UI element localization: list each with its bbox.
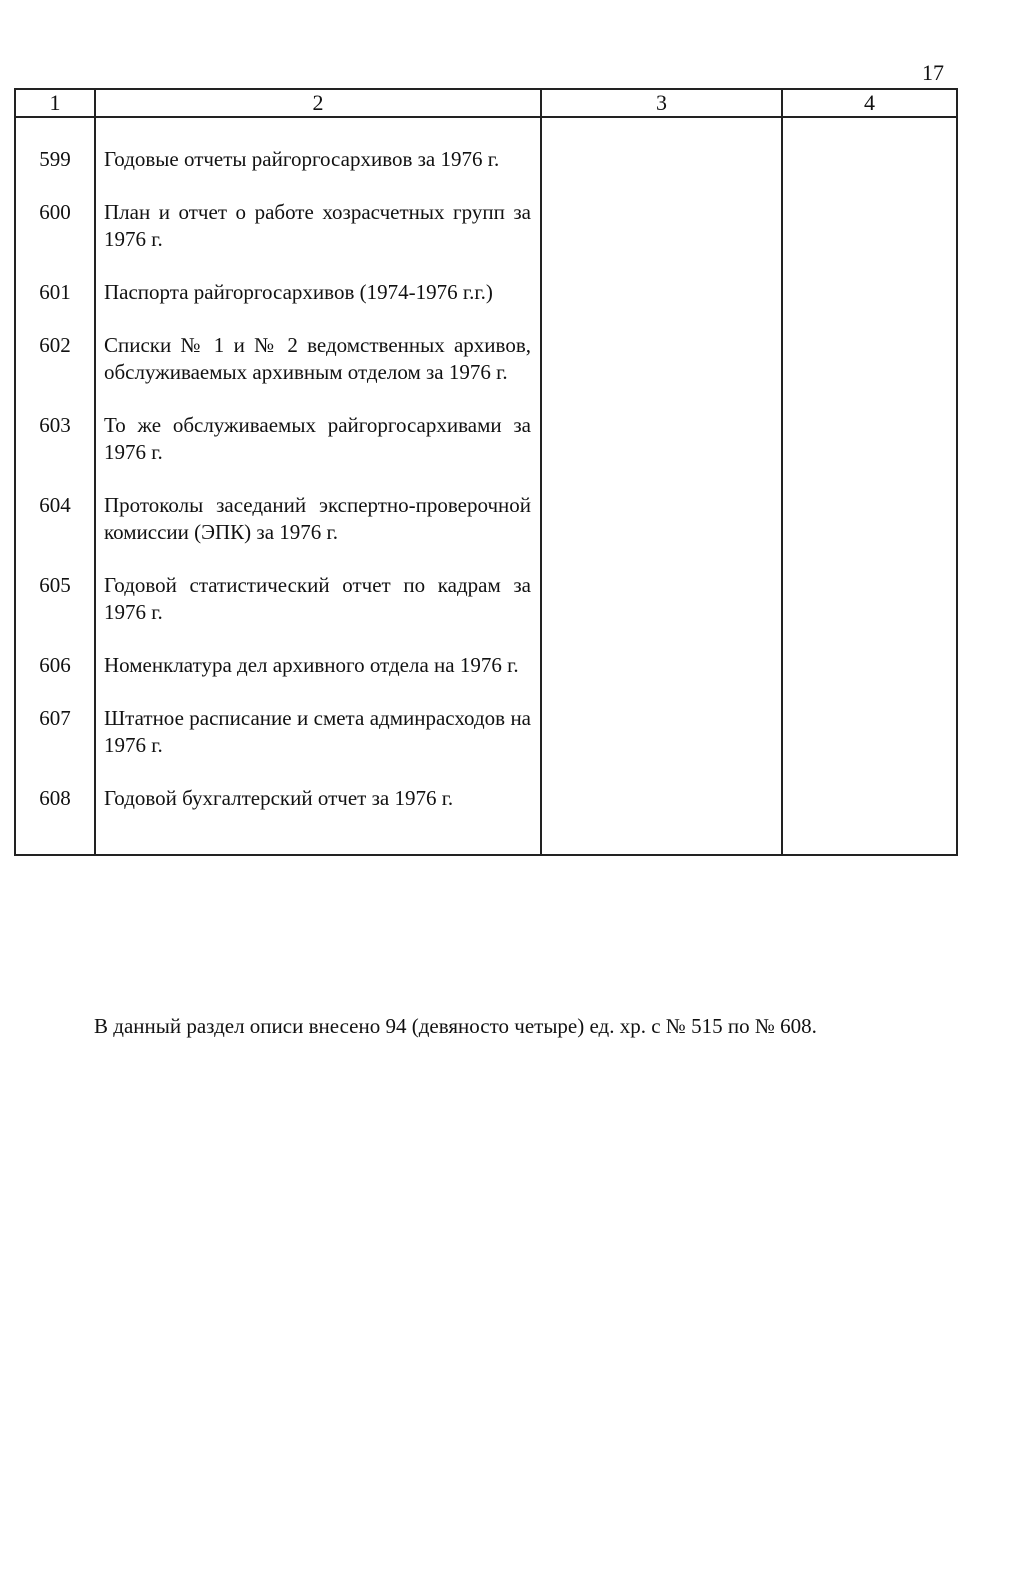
col-3-cell	[541, 117, 782, 199]
item-number: 608	[15, 785, 95, 855]
header-col-1: 1	[15, 89, 95, 117]
col-4-cell	[782, 572, 957, 652]
item-title: Номенклатура дел архивного отдела на 1976 г.	[95, 652, 541, 705]
table-row	[15, 117, 957, 199]
col-3-cell	[541, 279, 782, 332]
col-3-cell	[541, 572, 782, 652]
item-title: Протоколы заседаний экспертно-проверочной комиссии (ЭПК) за 1976 г.	[95, 492, 541, 572]
item-title: План и отчет о работе хозрасчетных групп за 1976 г.	[95, 199, 541, 279]
col-4-cell	[782, 492, 957, 572]
item-number: 607	[15, 705, 95, 785]
item-number: 603	[15, 412, 95, 492]
header-row	[15, 89, 957, 117]
item-number: 604	[15, 492, 95, 572]
table-row	[15, 652, 957, 705]
item-title: Годовые отчеты райгоргосархивов за 1976 г.	[95, 117, 541, 199]
col-4-cell	[782, 412, 957, 492]
col-4-cell	[782, 199, 957, 279]
item-number: 599	[15, 117, 95, 199]
table-row	[15, 492, 957, 572]
section-summary: В данный раздел описи внесено 94 (девяносто четыре) ед. хр. с № 515 по № 608.	[94, 1014, 817, 1038]
col-4-cell	[782, 117, 957, 199]
header-col-2: 2	[95, 89, 541, 117]
page-number: 17	[922, 60, 944, 85]
col-4-cell	[782, 705, 957, 785]
table-row	[15, 332, 957, 412]
table-row	[15, 199, 957, 279]
item-title: То же обслуживаемых райгоргосархивами за 1976 г.	[95, 412, 541, 492]
item-title: Годовой бухгалтерский отчет за 1976 г.	[95, 785, 541, 855]
item-number: 605	[15, 572, 95, 652]
item-number: 600	[15, 199, 95, 279]
header-col-4: 4	[782, 89, 957, 117]
col-4-cell	[782, 785, 957, 855]
table-row	[15, 705, 957, 785]
item-title: Паспорта райгоргосархивов (1974-1976 г.г.)	[95, 279, 541, 332]
col-3-cell	[541, 705, 782, 785]
header-col-3: 3	[541, 89, 782, 117]
item-title: Списки № 1 и № 2 ведомственных архивов, обслуживаемых архивным отделом за 1976 г.	[95, 332, 541, 412]
col-4-cell	[782, 279, 957, 332]
item-number: 602	[15, 332, 95, 412]
col-3-cell	[541, 492, 782, 572]
col-3-cell	[541, 785, 782, 855]
col-3-cell	[541, 412, 782, 492]
table-row	[15, 279, 957, 332]
col-3-cell	[541, 332, 782, 412]
col-3-cell	[541, 652, 782, 705]
item-title: Годовой статистический отчет по кадрам за 1976 г.	[95, 572, 541, 652]
col-4-cell	[782, 332, 957, 412]
col-3-cell	[541, 199, 782, 279]
item-number: 601	[15, 279, 95, 332]
inventory-table	[14, 88, 958, 856]
col-4-cell	[782, 652, 957, 705]
table-row	[15, 412, 957, 492]
item-title: Штатное расписание и смета админрасходов на 1976 г.	[95, 705, 541, 785]
table-row	[15, 572, 957, 652]
item-number: 606	[15, 652, 95, 705]
table-row	[15, 785, 957, 855]
